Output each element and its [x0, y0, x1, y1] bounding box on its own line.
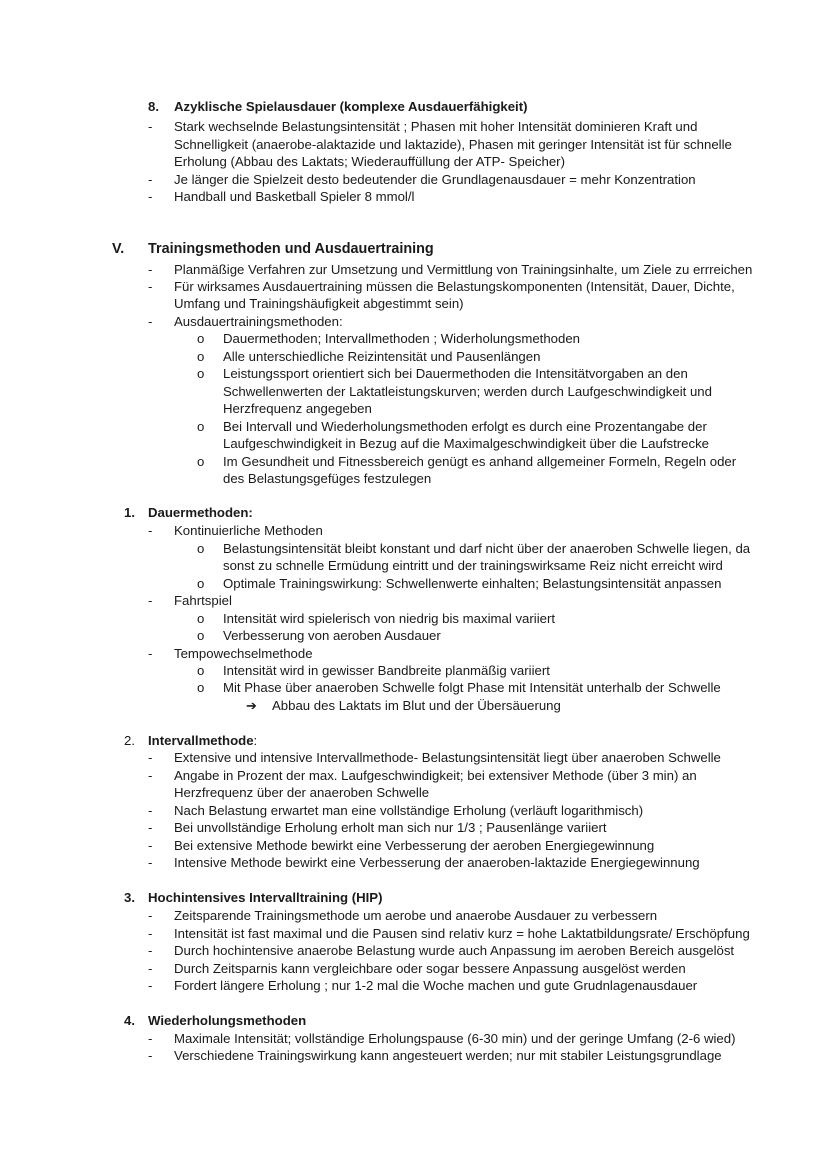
item-line: Nach Belastung erwartet man eine vollständige Erholung (verläuft logarithmisch) — [174, 803, 644, 818]
item-line: Verschiedene Trainingswirkung kann angesteuert werden; nur mit stabiler Leistungsgrundlage — [174, 1048, 722, 1063]
dash-bullet: - — [148, 189, 153, 204]
item-line: sonst zu schnelle Ermüdung eintritt und der trainingswirksame Reiz nicht erreicht wird — [223, 558, 723, 573]
item-line: Im Gesundheit und Fitnessbereich genügt es anhand allgemeiner Formeln, Regeln oder — [223, 454, 737, 469]
item-line: Intensität wird spielerisch von niedrig bis maximal variiert — [223, 611, 556, 626]
heading-title: Azyklische Spielausdauer (komplexe Ausdauerfähigkeit) — [174, 99, 528, 114]
item-line: Intensität wird in gewisser Bandbreite planmäßig variiert — [223, 663, 550, 678]
heading-colon: : — [253, 733, 258, 748]
item-line: Intensive Methode bewirkt eine Verbesserung der anaeroben-laktazide Energiegewinnung — [174, 855, 700, 870]
dash-bullet: - — [148, 172, 153, 187]
dash-bullet: - — [148, 119, 153, 134]
dash-bullet: - — [148, 820, 153, 835]
circle-bullet: o — [197, 419, 205, 434]
item-line: Optimale Trainingswirkung: Schwellenwerte einhalten; Belastungsintensität anpassen — [223, 576, 722, 591]
item-line: Angabe in Prozent der max. Laufgeschwindigkeit; bei extensiver Methode (über 3 min) an — [174, 768, 697, 783]
circle-bullet: o — [197, 541, 205, 556]
dash-bullet: - — [148, 961, 153, 976]
circle-bullet: o — [197, 663, 205, 678]
item-line: Maximale Intensität; vollständige Erholungspause (6-30 min) und der geringe Umfang (2-6 wied) — [174, 1031, 736, 1046]
item-line: Stark wechselnde Belastungsintensität ; Phasen mit hoher Intensität dominieren Kraft und — [174, 119, 698, 134]
dash-bullet: - — [148, 593, 153, 608]
heading-title: Dauermethoden: — [148, 505, 253, 520]
heading-number: V. — [112, 241, 125, 257]
item-line: Erholung (Abbau des Laktats; Wiederauffüllung der ATP- Speicher) — [174, 154, 565, 169]
circle-bullet: o — [197, 628, 205, 643]
dash-bullet: - — [148, 926, 153, 941]
item-line: Ausdauertrainingsmethoden: — [174, 314, 343, 329]
item-line: Dauermethoden; Intervallmethoden ; Widerholungsmethoden — [223, 331, 581, 346]
heading-title: Hochintensives Intervalltraining (HIP) — [148, 890, 383, 905]
dash-bullet: - — [148, 855, 153, 870]
item-line: Bei extensive Methode bewirkt eine Verbesserung der aeroben Energiegewinnung — [174, 838, 655, 853]
heading-number: 2. — [124, 733, 135, 748]
dash-bullet: - — [148, 314, 153, 329]
item-line: Bei unvollständige Erholung erholt man sich nur 1/3 ; Pausenlänge variiert — [174, 820, 607, 835]
item-line: Tempowechselmethode — [174, 646, 313, 661]
item-line: Alle unterschiedliche Reizintensität und Pausenlängen — [223, 349, 541, 364]
item-line: Schnelligkeit (anaerobe-alaktazide und laktazide), Phasen mit geringer Intensität ist für schnelle — [174, 137, 732, 152]
item-line: Herzfrequenz über der anaeroben Schwelle — [174, 785, 430, 800]
item-line: Fordert längere Erholung ; nur 1-2 mal die Woche machen und gute Grudnlagenausdauer — [174, 978, 698, 993]
item-line: Durch hochintensive anaerobe Belastung wurde auch Anpassung im aeroben Bereich ausgelöst — [174, 943, 735, 958]
heading-title-wrap — [148, 732, 257, 750]
arrow-right-icon: ➔ — [246, 698, 258, 713]
item-line: Für wirksames Ausdauertraining müssen die Belastungskomponenten (Intensität, Dauer, Dichte, — [174, 279, 735, 294]
item-line: Bei Intervall und Wiederholungsmethoden erfolgt es durch eine Prozentangabe der — [223, 419, 707, 434]
dash-bullet: - — [148, 768, 153, 783]
item-line: Extensive und intensive Intervallmethode- Belastungsintensität liegt über anaeroben Schwelle — [174, 750, 721, 765]
item-line: Fahrtspiel — [174, 593, 232, 608]
heading-title: Wiederholungsmethoden — [148, 1013, 307, 1028]
item-line: Zeitsparende Trainingsmethode um aerobe und anaerobe Ausdauer zu verbessern — [174, 908, 658, 923]
item-line: Leistungssport orientiert sich bei Dauermethoden die Intensitätvorgaben an den — [223, 366, 688, 381]
item-line: Schwellenwerten der Laktatleistungskurven; werden durch Laufgeschwindigkeit und — [223, 384, 712, 399]
item-line: Verbesserung von aeroben Ausdauer — [223, 628, 441, 643]
dash-bullet: - — [148, 978, 153, 993]
item-line: Je länger die Spielzeit desto bedeutender die Grundlagenausdauer = mehr Konzentration — [174, 172, 696, 187]
item-line: Durch Zeitsparnis kann vergleichbare oder sogar bessere Anpassung ausgelöst werden — [174, 961, 686, 976]
circle-bullet: o — [197, 680, 205, 695]
item-line: des Belastungsgefüges festzulegen — [223, 471, 432, 486]
circle-bullet: o — [197, 349, 205, 364]
dash-bullet: - — [148, 262, 153, 277]
circle-bullet: o — [197, 454, 205, 469]
heading-number: 3. — [124, 890, 135, 905]
circle-bullet: o — [197, 611, 205, 626]
dash-bullet: - — [148, 838, 153, 853]
dash-bullet: - — [148, 1031, 153, 1046]
item-line: Laufgeschwindigkeit in Bezug auf die Maximalgeschwindigkeit über die Laufstrecke — [223, 436, 710, 451]
heading-number: 1. — [124, 505, 135, 520]
heading-number: 8. — [148, 99, 159, 114]
item-line: Herzfrequenz angegeben — [223, 401, 372, 416]
heading-title: Trainingsmethoden und Ausdauertraining — [148, 241, 434, 257]
item-line: Abbau des Laktats im Blut und der Übersäuerung — [272, 698, 561, 713]
item-line: Umfang und Trainingshäufigkeit abgestimmt sein) — [174, 296, 464, 311]
heading-number: 4. — [124, 1013, 135, 1028]
dash-bullet: - — [148, 750, 153, 765]
circle-bullet: o — [197, 331, 205, 346]
heading-title: Intervallmethode — [148, 733, 254, 748]
item-line: Handball und Basketball Spieler 8 mmol/l — [174, 189, 415, 204]
item-line: Intensität ist fast maximal und die Pausen sind relativ kurz = hohe Laktatbildungsrate/ Erschöpfung — [174, 926, 750, 941]
circle-bullet: o — [197, 366, 205, 381]
dash-bullet: - — [148, 279, 153, 294]
dash-bullet: - — [148, 1048, 153, 1063]
dash-bullet: - — [148, 803, 153, 818]
dash-bullet: - — [148, 943, 153, 958]
dash-bullet: - — [148, 646, 153, 661]
item-line: Mit Phase über anaeroben Schwelle folgt Phase mit Intensität unterhalb der Schwelle — [223, 680, 721, 695]
dash-bullet: - — [148, 908, 153, 923]
item-line: Planmäßige Verfahren zur Umsetzung und Vermittlung von Trainingsinhalte, um Ziele zu errreichen — [174, 262, 753, 277]
dash-bullet: - — [148, 523, 153, 538]
circle-bullet: o — [197, 576, 205, 591]
item-line: Kontinuierliche Methoden — [174, 523, 323, 538]
item-line: Belastungsintensität bleibt konstant und darf nicht über der anaeroben Schwelle liegen, da — [223, 541, 751, 556]
